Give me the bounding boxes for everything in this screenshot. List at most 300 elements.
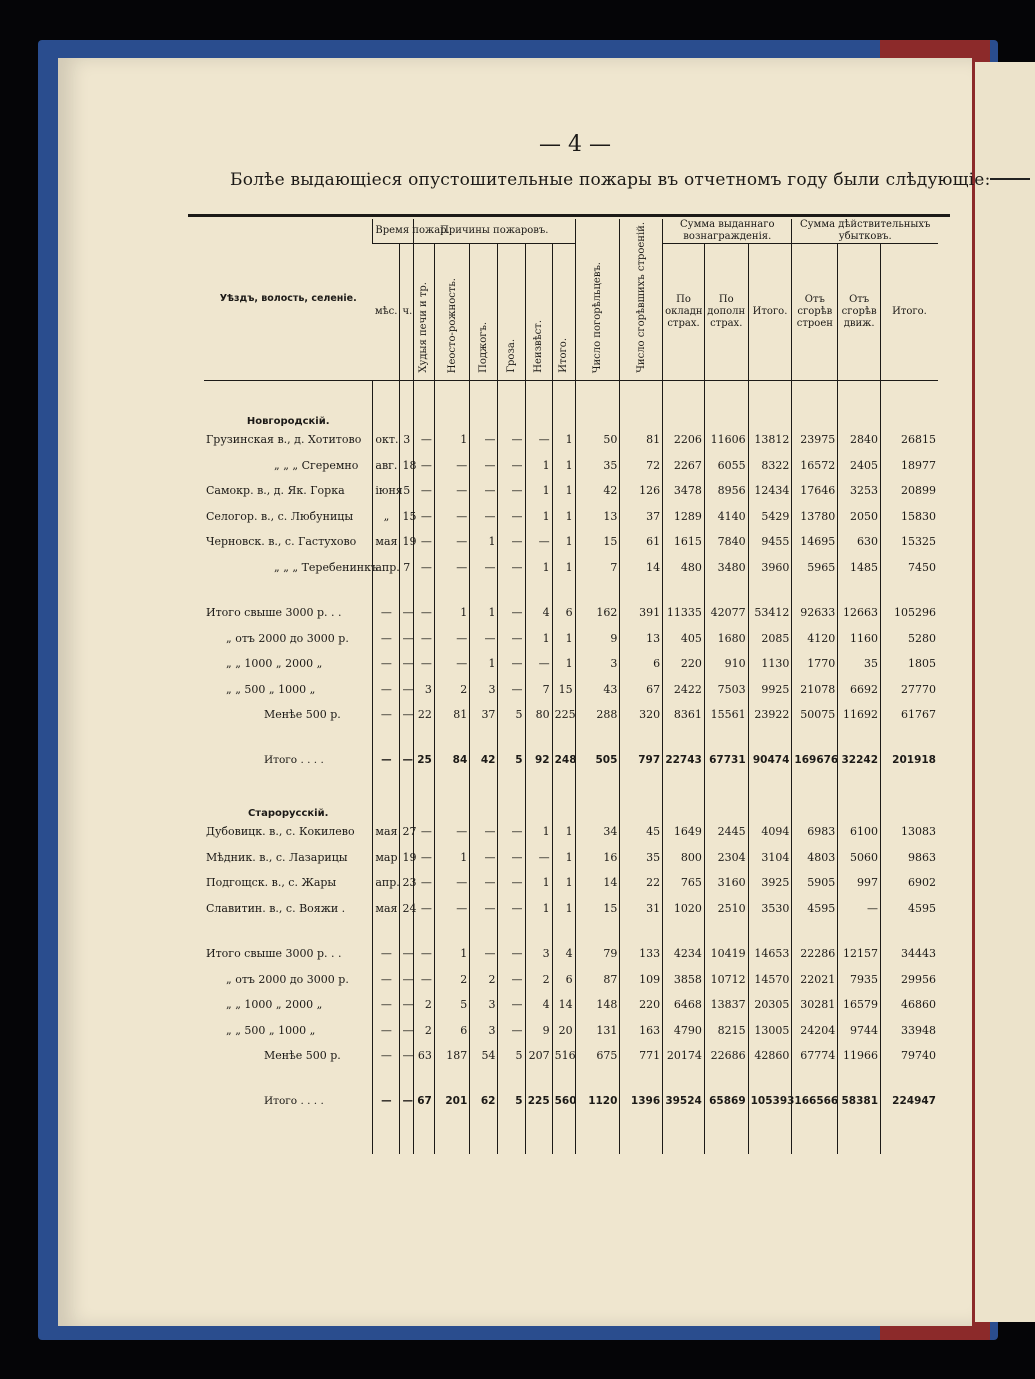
cell: 187 [434, 1043, 469, 1069]
cell: 1 [552, 819, 575, 845]
spacer-row [204, 727, 938, 747]
cell: — [414, 452, 435, 478]
cell: 6468 [663, 992, 705, 1018]
cell: — [470, 844, 498, 870]
cell: 2 [434, 676, 469, 702]
row-label: Грузинская в., д. Хотитово [206, 433, 362, 447]
cell: — [498, 676, 525, 702]
cell: 105393 [748, 1088, 792, 1114]
cell: 42 [575, 478, 620, 504]
cell: 2 [525, 966, 552, 992]
cell: 1 [552, 895, 575, 921]
cell: — [400, 992, 414, 1018]
cell: — [373, 941, 400, 967]
cell [620, 580, 663, 600]
cell [620, 727, 663, 747]
cell: 23975 [792, 427, 838, 453]
cell: 16579 [838, 992, 881, 1018]
col-cause-stoves: Худыя печи и тр. [414, 244, 435, 381]
cell: 22021 [792, 966, 838, 992]
cell: 2304 [704, 844, 748, 870]
cell: 126 [620, 478, 663, 504]
cell [748, 793, 792, 819]
cell [525, 773, 552, 793]
cell [838, 921, 881, 941]
cell [525, 1068, 552, 1088]
cell [525, 401, 552, 427]
cell: 3530 [748, 895, 792, 921]
cell [792, 1068, 838, 1088]
cell: — [434, 529, 469, 555]
row-label: Итого свыше 3000 р. . . [206, 606, 342, 620]
cell [552, 401, 575, 427]
row-label: Подгощск. в., с. Жары [206, 876, 337, 890]
cell [400, 401, 414, 427]
cell: 7840 [704, 529, 748, 555]
cell: 3478 [663, 478, 705, 504]
spacer-row [204, 1114, 938, 1134]
cell: 1 [552, 503, 575, 529]
cell [838, 773, 881, 793]
cell [748, 1068, 792, 1088]
cell: 25 [414, 747, 435, 773]
cell [838, 1068, 881, 1088]
spacer-row [204, 921, 938, 941]
cell: 2 [470, 966, 498, 992]
row-label: „ „ 500 „ 1000 „ [226, 1023, 316, 1037]
cell: 15325 [881, 529, 939, 555]
row-label: „ „ 1000 „ 2000 „ [226, 998, 323, 1012]
cell [552, 793, 575, 819]
col-loss-buildings: Отъ сгорѣв строен [792, 244, 838, 381]
cell: — [400, 1017, 414, 1043]
table-row [204, 503, 938, 529]
cell [373, 727, 400, 747]
cell: 3480 [704, 554, 748, 580]
cell: — [434, 870, 469, 896]
cell: 24 [400, 895, 414, 921]
cell: — [373, 1043, 400, 1069]
cell [881, 580, 939, 600]
cell: 3925 [748, 870, 792, 896]
cell: — [373, 1017, 400, 1043]
cell: 162 [575, 600, 620, 626]
cell [498, 580, 525, 600]
cell: 1 [434, 844, 469, 870]
col-cause-total: Итого. [552, 244, 575, 381]
cell [552, 380, 575, 401]
cell [498, 1114, 525, 1134]
col-cause-unknown: Неизвѣст. [525, 244, 552, 381]
cell: 5 [498, 1043, 525, 1069]
cell: — [373, 747, 400, 773]
cell: 23 [400, 870, 414, 896]
cell: 29956 [881, 966, 939, 992]
cell: — [498, 844, 525, 870]
cell [881, 793, 939, 819]
cell: 3 [400, 427, 414, 453]
cell [881, 921, 939, 941]
cell [470, 773, 498, 793]
cell [792, 727, 838, 747]
cell: 1 [552, 844, 575, 870]
cell [434, 921, 469, 941]
cell [620, 1114, 663, 1134]
cell: — [434, 651, 469, 677]
cell [552, 773, 575, 793]
cell: 15 [575, 529, 620, 555]
cell: 12663 [838, 600, 881, 626]
cell: 84 [434, 747, 469, 773]
cell: 14 [552, 992, 575, 1018]
page-heading: Болѣе выдающіеся опустошительные пожары въ отчетномъ году были слѣдующіе: [230, 170, 991, 190]
cell: 13005 [748, 1017, 792, 1043]
cell [838, 401, 881, 427]
col-cause-arson: Поджогъ. [470, 244, 498, 381]
cell: 800 [663, 844, 705, 870]
cell: 109 [620, 966, 663, 992]
cell: 201 [434, 1088, 469, 1114]
cell: 13812 [748, 427, 792, 453]
cell: 4 [525, 600, 552, 626]
cell [663, 921, 705, 941]
cell [373, 401, 400, 427]
cell: — [400, 941, 414, 967]
cell: 133 [620, 941, 663, 967]
cell: 53412 [748, 600, 792, 626]
summary-row [204, 1017, 938, 1043]
cell: — [525, 844, 552, 870]
cell [470, 727, 498, 747]
cell [748, 1114, 792, 1134]
cell [575, 380, 620, 401]
cell: — [414, 844, 435, 870]
cell [792, 580, 838, 600]
cell: 1 [552, 427, 575, 453]
table-row [204, 452, 938, 478]
cell [525, 380, 552, 401]
cell [498, 727, 525, 747]
cell [575, 1068, 620, 1088]
total-row [204, 747, 938, 773]
cell [470, 580, 498, 600]
cell [434, 1134, 469, 1154]
cell: — [498, 503, 525, 529]
cell [881, 1134, 939, 1154]
col-buildings: Число сгорѣвшихъ строеній. [620, 219, 663, 380]
row-label: Менѣе 500 р. [264, 708, 341, 722]
cell: 81 [620, 427, 663, 453]
cell: 3 [470, 676, 498, 702]
cell: 480 [663, 554, 705, 580]
cell: — [434, 554, 469, 580]
cell: 9455 [748, 529, 792, 555]
cell: 320 [620, 702, 663, 728]
cell: 12434 [748, 478, 792, 504]
cell: 9863 [881, 844, 939, 870]
cell [881, 727, 939, 747]
cell: 16 [575, 844, 620, 870]
cell: 765 [663, 870, 705, 896]
cell [470, 1068, 498, 1088]
cell: 1 [525, 819, 552, 845]
cell: 80 [525, 702, 552, 728]
cell: 391 [620, 600, 663, 626]
cell: 27770 [881, 676, 939, 702]
cell: — [434, 452, 469, 478]
cell: 2050 [838, 503, 881, 529]
cell [414, 401, 435, 427]
cell: 2 [434, 966, 469, 992]
cell [620, 1134, 663, 1154]
cell [434, 380, 469, 401]
cell [414, 773, 435, 793]
cell: 405 [663, 625, 705, 651]
cell [204, 773, 373, 793]
cell: — [838, 895, 881, 921]
cell [400, 380, 414, 401]
cell: 58381 [838, 1088, 881, 1114]
cell: 13780 [792, 503, 838, 529]
cell [881, 401, 939, 427]
cell [204, 1134, 373, 1154]
cell: 15830 [881, 503, 939, 529]
cell: — [373, 625, 400, 651]
cell: 79740 [881, 1043, 939, 1069]
cell [748, 1134, 792, 1154]
cell: 19 [400, 844, 414, 870]
cell: 7 [575, 554, 620, 580]
cell [373, 1068, 400, 1088]
col-award-total: Итого. [748, 244, 792, 381]
cell: 21078 [792, 676, 838, 702]
cell [838, 793, 881, 819]
cell: — [470, 895, 498, 921]
cell: — [498, 819, 525, 845]
col-cause-careless: Неосто-рожность. [434, 244, 469, 381]
cell: 22686 [704, 1043, 748, 1069]
col-award-main: По окладн страх. [663, 244, 705, 381]
cell: 18977 [881, 452, 939, 478]
cell: 46860 [881, 992, 939, 1018]
cell: 1770 [792, 651, 838, 677]
cell [414, 580, 435, 600]
cell: 1020 [663, 895, 705, 921]
cell: 1130 [748, 651, 792, 677]
row-label: Итого . . . . [264, 754, 324, 767]
cell: — [498, 625, 525, 651]
cell [552, 921, 575, 941]
table-top-rule [188, 214, 950, 217]
cell: — [414, 819, 435, 845]
cell [663, 401, 705, 427]
cell [748, 580, 792, 600]
cell [498, 380, 525, 401]
cell [204, 1068, 373, 1088]
cell: 5965 [792, 554, 838, 580]
cell: — [414, 503, 435, 529]
col-loss-group: Сумма дѣйствительныхъ убытковъ. [792, 219, 938, 244]
cell: 201918 [881, 747, 939, 773]
cell [663, 727, 705, 747]
cell [620, 1068, 663, 1088]
cell: — [414, 870, 435, 896]
cell [498, 401, 525, 427]
cell: 5060 [838, 844, 881, 870]
cell [575, 727, 620, 747]
cell: — [470, 427, 498, 453]
cell [373, 921, 400, 941]
cell: 148 [575, 992, 620, 1018]
cell: 9 [575, 625, 620, 651]
cell: 13 [620, 625, 663, 651]
cell: — [414, 427, 435, 453]
cell: 18 [400, 452, 414, 478]
cell [373, 793, 400, 819]
cell: 14 [620, 554, 663, 580]
cell: 43 [575, 676, 620, 702]
cell: 61767 [881, 702, 939, 728]
cell: — [434, 895, 469, 921]
cell [748, 727, 792, 747]
cell: 1 [552, 529, 575, 555]
cell: мая [373, 895, 400, 921]
col-day: ч. [400, 244, 414, 381]
cell: 1 [525, 625, 552, 651]
cell: 15 [575, 895, 620, 921]
cell: 32242 [838, 747, 881, 773]
cell: 67774 [792, 1043, 838, 1069]
cell: 34 [575, 819, 620, 845]
cell: 516 [552, 1043, 575, 1069]
cell [575, 793, 620, 819]
cell [400, 793, 414, 819]
cell [620, 773, 663, 793]
cell [552, 580, 575, 600]
summary-row [204, 702, 938, 728]
cell: 797 [620, 747, 663, 773]
cell: — [373, 651, 400, 677]
cell: 131 [575, 1017, 620, 1043]
cell: 6 [552, 600, 575, 626]
cell: — [373, 992, 400, 1018]
cell [470, 401, 498, 427]
col-time-group: Время пожар. [373, 219, 414, 244]
cell: 54 [470, 1043, 498, 1069]
cell: 67731 [704, 747, 748, 773]
cell: 12157 [838, 941, 881, 967]
cell [470, 921, 498, 941]
cell: 39524 [663, 1088, 705, 1114]
cell: 2 [414, 1017, 435, 1043]
cell [704, 1114, 748, 1134]
cell: 62 [470, 1088, 498, 1114]
cell [663, 1114, 705, 1134]
row-label: Черновск. в., с. Гастухово [206, 535, 357, 549]
cell: 90474 [748, 747, 792, 773]
cell [663, 580, 705, 600]
cell: 1 [470, 651, 498, 677]
cell [414, 921, 435, 941]
cell: 42077 [704, 600, 748, 626]
cell: 6 [620, 651, 663, 677]
cell: 35 [620, 844, 663, 870]
cell: 13083 [881, 819, 939, 845]
cell: 220 [663, 651, 705, 677]
cell: 505 [575, 747, 620, 773]
cell: 8956 [704, 478, 748, 504]
cell [414, 380, 435, 401]
cell [525, 921, 552, 941]
cell: 23922 [748, 702, 792, 728]
cell: 1160 [838, 625, 881, 651]
col-month: мѣс. [373, 244, 400, 381]
cell: 2445 [704, 819, 748, 845]
cell: 20 [552, 1017, 575, 1043]
cell: — [498, 941, 525, 967]
cell [204, 727, 373, 747]
section-heading-row [204, 793, 938, 819]
cell: 67 [414, 1088, 435, 1114]
summary-row [204, 651, 938, 677]
cell: 5905 [792, 870, 838, 896]
cell: — [414, 600, 435, 626]
cell: 1 [470, 529, 498, 555]
cell: 1396 [620, 1088, 663, 1114]
cell: 1805 [881, 651, 939, 677]
cell: 220 [620, 992, 663, 1018]
cell: 92633 [792, 600, 838, 626]
cell: 1 [552, 478, 575, 504]
cell: 3 [575, 651, 620, 677]
cell: 2422 [663, 676, 705, 702]
cell [704, 793, 748, 819]
cell: 1 [434, 427, 469, 453]
summary-row [204, 966, 938, 992]
cell: 45 [620, 819, 663, 845]
cell: 3104 [748, 844, 792, 870]
cell [400, 1134, 414, 1154]
cell: — [400, 1088, 414, 1114]
row-label: „ „ „ Теребенинкъ [274, 560, 378, 574]
cell: окт. [373, 427, 400, 453]
cell: 4790 [663, 1017, 705, 1043]
cell [525, 793, 552, 819]
cell: — [498, 870, 525, 896]
cell: 5 [498, 1088, 525, 1114]
cell: 997 [838, 870, 881, 896]
row-label: „ отъ 2000 до 3000 р. [226, 631, 349, 645]
cell [434, 1068, 469, 1088]
cell [400, 1068, 414, 1088]
cell: — [498, 651, 525, 677]
cell [575, 1134, 620, 1154]
cell: — [414, 651, 435, 677]
cell [414, 727, 435, 747]
cell [575, 773, 620, 793]
cell: — [498, 478, 525, 504]
cell: 225 [552, 702, 575, 728]
cell: — [434, 503, 469, 529]
cell: 22743 [663, 747, 705, 773]
cell [498, 793, 525, 819]
cell [400, 1114, 414, 1134]
cell: 7935 [838, 966, 881, 992]
cell: 9 [525, 1017, 552, 1043]
cell: — [373, 676, 400, 702]
row-label: Итого свыше 3000 р. . . [206, 947, 342, 961]
cell: 50075 [792, 702, 838, 728]
